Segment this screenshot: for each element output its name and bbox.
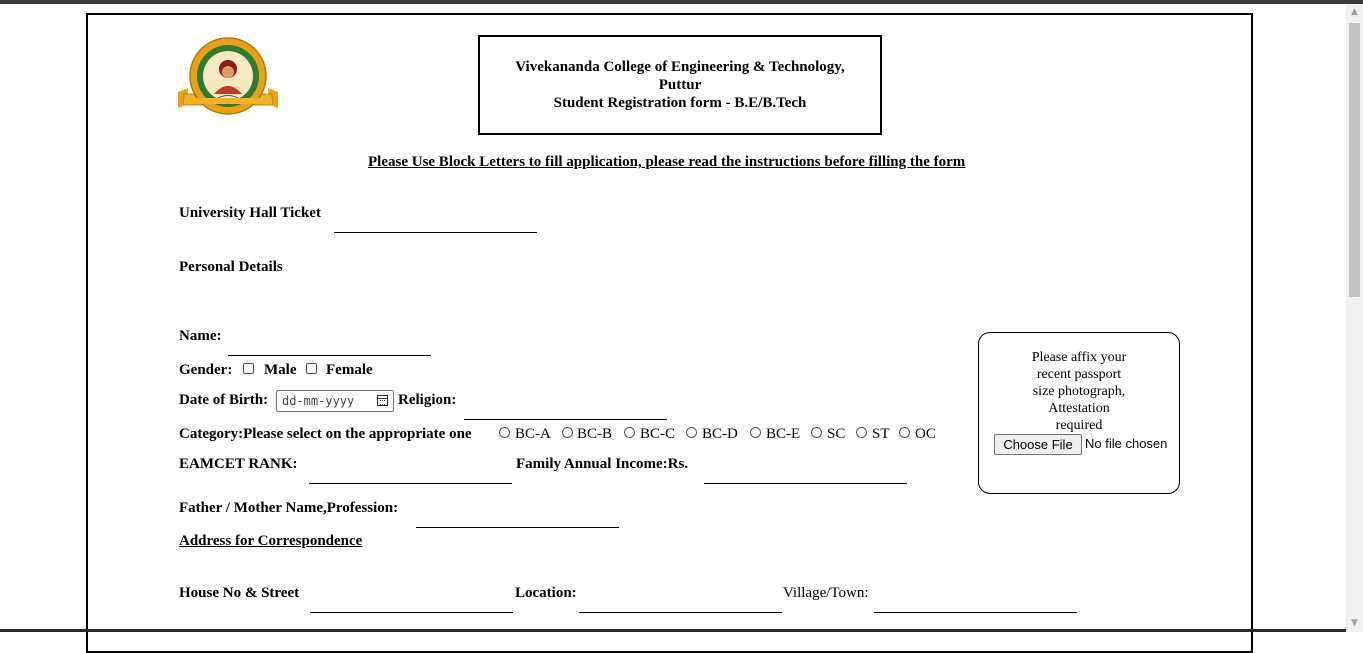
gender-female-label: Female <box>326 362 373 378</box>
instruction-text: Please Use Block Letters to fill application, please read the instructions before filling the form <box>368 154 966 170</box>
photo-instructions <box>979 349 1179 434</box>
gender-label: Gender: <box>179 362 233 378</box>
personal-details-heading: Personal Details <box>179 259 283 275</box>
vertical-scrollbar[interactable] <box>1346 4 1363 632</box>
hall-ticket-input[interactable] <box>334 232 537 233</box>
parent-label: Father / Mother Name,Profession: <box>179 500 399 516</box>
religion-label: Religion: <box>398 392 457 408</box>
hall-ticket-label: University Hall Ticket <box>179 205 321 221</box>
category-radio-bc-e[interactable] <box>750 427 761 438</box>
address-heading: Address for Correspondence <box>179 533 363 549</box>
college-location: Puttur <box>658 77 702 93</box>
photo-line-1: Please affix your <box>1031 350 1127 365</box>
category-radio-bc-c[interactable] <box>624 427 635 438</box>
category-option-bc-c: BC-C <box>640 426 676 442</box>
category-label: Category:Please select on the appropriate one <box>179 426 472 442</box>
college-title-box <box>478 35 882 135</box>
eamcet-label: EAMCET RANK: <box>179 456 298 472</box>
college-logo <box>178 36 278 122</box>
photo-line-5: required <box>1055 418 1103 433</box>
dob-input[interactable] <box>276 390 394 412</box>
house-label: House No & Street <box>179 585 300 601</box>
parent-input[interactable] <box>416 527 619 528</box>
photo-box <box>978 332 1180 494</box>
file-status: No file chosen <box>1085 436 1168 451</box>
category-option-sc: SC <box>827 426 846 442</box>
category-radio-st[interactable] <box>856 427 867 438</box>
category-option-bc-b: BC-B <box>577 426 613 442</box>
house-input[interactable] <box>310 612 513 613</box>
name-input[interactable] <box>228 355 431 356</box>
gender-male-checkbox[interactable] <box>243 363 254 374</box>
village-input[interactable] <box>874 612 1077 613</box>
category-option-st: ST <box>872 426 890 442</box>
eamcet-input[interactable] <box>309 483 512 484</box>
category-radio-bc-d[interactable] <box>686 427 697 438</box>
dob-placeholder: dd-mm-yyyy <box>282 394 355 408</box>
name-label: Name: <box>179 328 222 344</box>
photo-line-3: size photograph, <box>1032 384 1126 399</box>
photo-line-4: Attestation <box>1048 401 1110 416</box>
category-option-bc-a: BC-A <box>515 426 551 442</box>
scroll-up-arrow-icon[interactable]: ▲ <box>1351 7 1358 17</box>
dob-label: Date of Birth: <box>179 392 269 408</box>
gender-male-label: Male <box>264 362 297 378</box>
college-name: Vivekananda College of Engineering & Technology, <box>515 59 845 75</box>
gender-female-checkbox[interactable] <box>306 363 317 374</box>
category-radio-oc[interactable] <box>899 427 910 438</box>
category-radio-bc-b[interactable] <box>562 427 573 438</box>
location-label: Location: <box>515 585 577 601</box>
form-title: Student Registration form - B.E/B.Tech <box>553 95 807 111</box>
income-input[interactable] <box>704 483 907 484</box>
category-option-oc: OC <box>915 426 936 442</box>
photo-line-2: recent passport <box>1036 367 1122 382</box>
category-radio-sc[interactable] <box>811 427 822 438</box>
calendar-icon[interactable] <box>377 395 388 406</box>
scroll-thumb[interactable] <box>1349 23 1360 297</box>
browser-top-edge <box>0 0 1363 4</box>
scroll-down-arrow-icon[interactable]: ▼ <box>1351 618 1358 628</box>
location-input[interactable] <box>579 612 782 613</box>
religion-input[interactable] <box>464 419 667 420</box>
category-radio-bc-a[interactable] <box>499 427 510 438</box>
category-option-bc-d: BC-D <box>702 426 738 442</box>
category-option-bc-e: BC-E <box>766 426 801 442</box>
income-label: Family Annual Income:Rs. <box>516 456 689 472</box>
village-label: Village/Town: <box>783 585 869 601</box>
choose-file-button[interactable]: Choose File <box>994 434 1082 455</box>
